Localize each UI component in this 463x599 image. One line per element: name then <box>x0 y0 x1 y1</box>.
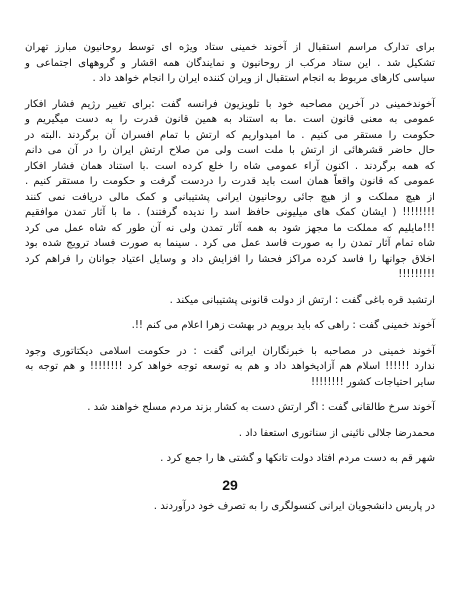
text-line: آخوند خمینی در مصاحبه با خبرنگاران ایرانی گفت : در حکومت اسلامی دیکتاتوری وجود <box>25 345 435 357</box>
paragraph <box>25 97 435 283</box>
text-line: که همه برگردند . اکنون آراء عمومی شاه را خلع کرده است .با استناد همان فشار افکار <box>25 160 435 172</box>
text-line: !!!مایلیم که مملکت ما مجهز شود به همه آثار تمدن ولی نه آن طور که شاه عمل می کرد <box>25 222 435 234</box>
text-line: !!!!!!!! ( ایشان کمک های میلیونی حافظ اسد را ندیده گرفتند) . ما با آثار تمدن موافقیم <box>25 207 435 218</box>
text-line: عمومی که قانون واقعاً همان است باید قدرت را دردست گرفت و حکومت را مستقر کنیم . <box>25 176 435 187</box>
text-line: سایر احتیاجات کشور !!!!!!!! <box>311 376 435 388</box>
text-line: ندارد !!!!!! اسلام هم آزادیخواهد داد و هم به توسعه توجه خواهد کرد !!!!!!!! و هم توجه به <box>25 361 435 372</box>
text-line: اخلاق جوانها را فاسد کرده مراکز فحشا را افزایش داد و وسایل اعتیاد جوانان را فراهم کرد <box>25 253 435 265</box>
paragraph <box>25 451 435 467</box>
text-line: حال حاضر قشرهائی از ارتش با ملت است ولی من صلاح ارتش ایران را در آن می دانم <box>25 145 435 156</box>
text-line: برای تدارک مراسم استقبال از آخوند خمینی ستاد ویژه ای توسط روحانیون مبارز تهران <box>25 42 435 53</box>
paragraph <box>25 426 435 442</box>
text-line: شاه تمام آثار تمدن را به صورت فاسد عمل می کرد . سینما به صورت فساد ترویج شده بود <box>25 238 435 249</box>
paragraph <box>25 344 435 391</box>
text-line: محمدرضا جلالی نائینی از سناتوری استعفا داد . <box>238 427 435 439</box>
paragraph <box>25 318 435 334</box>
text-line: از هیچ مملکت و از هیچ جائی روحانیون ایرانی پشتیبانی و کمک مالی دریافت نمی کنند <box>25 191 435 203</box>
paragraph <box>25 400 435 416</box>
text-line: آخوندخمینی در آخرین مصاحبه خود با تلویزیون فرانسه گفت :برای تغییر رژیم فشار افکار <box>25 98 435 110</box>
text-line: ارتشبد قره باغی گفت : ارتش از دولت قانونی پشتیبانی میکند . <box>169 294 435 306</box>
text-line: تشکیل شد . این ستاد مرکب از روحانیون و نمایندگان همه اقشار و گروههای اجتماعی و <box>25 57 435 69</box>
paragraph <box>25 293 435 309</box>
text-line: در پاریس دانشجویان ایرانی کنسولگری را به تصرف خود درآوردند . <box>153 500 435 512</box>
footer-paragraph-container <box>25 499 435 515</box>
text-line: شهر قم به دست مردم افتاد دولت تانکها و گشتی ها را جمع کرد . <box>160 453 435 464</box>
paragraph <box>25 40 435 87</box>
footer-paragraph <box>25 499 435 515</box>
page-number: 29 <box>222 476 238 493</box>
text-line: سیاسی کارهای مربوط به انجام استقبال از ویران کننده ایران را انجام خواهد داد . <box>92 73 435 84</box>
text-line: عمومی به معنی قانون است .ما به استناد به همین قانون قدرت را به دست میگیریم و <box>25 114 435 125</box>
text-line: آخوند سرخ طالقانی گفت : اگر ارتش دست به کشار بزند مردم مسلح خواهند شد . <box>87 402 435 413</box>
text-line: !!!!!!!!! <box>398 269 435 280</box>
document-body <box>25 40 435 467</box>
text-line: حکومت را مستقر می کنیم . ما امیدواریم که ارتش با تمام افسران آن برگردند .البته در <box>25 129 435 141</box>
text-line: آخوند خمینی گفت : راهی که باید برویم در بهشت زهرا اعلام می کنم !!. <box>131 320 435 331</box>
